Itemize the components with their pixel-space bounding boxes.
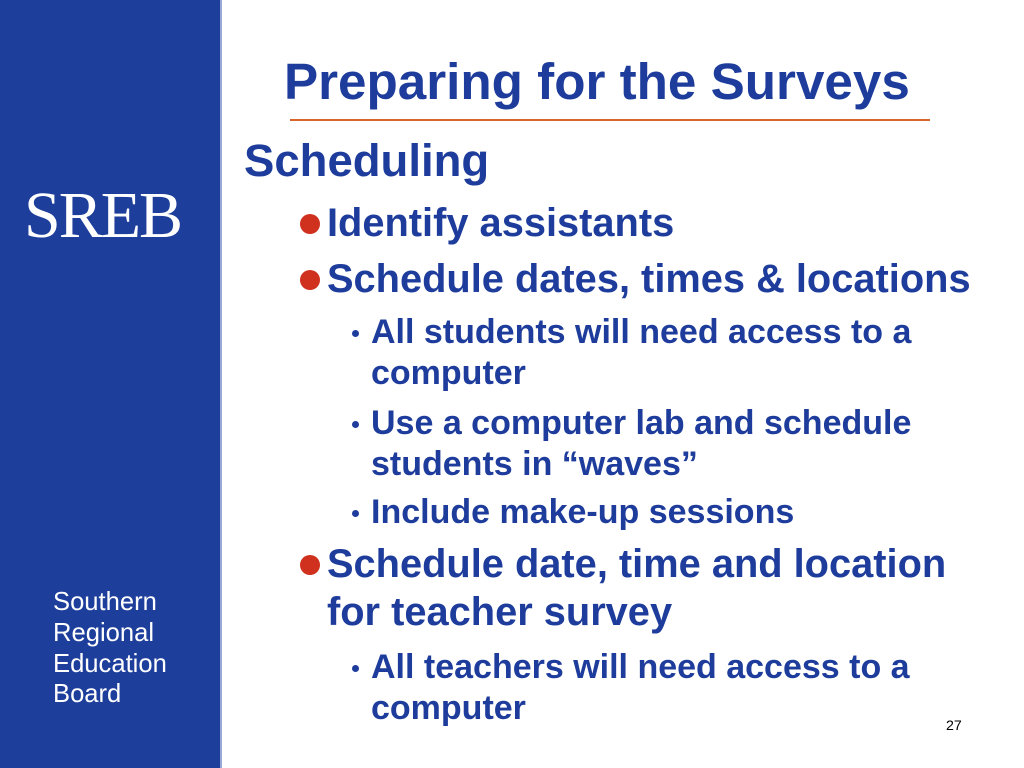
red-bullet-icon xyxy=(300,214,320,234)
bullet-item-text: Identify assistants xyxy=(327,201,675,245)
bullet-dot-icon xyxy=(352,665,359,672)
sidebar-panel xyxy=(0,0,222,768)
sub-bullet-item-text: All teachers will need access to a computer xyxy=(371,648,910,727)
organization-name-line: Southern xyxy=(53,588,157,616)
sub-bullet-item-text: Include make-up sessions xyxy=(371,493,795,531)
bullet-dot-icon xyxy=(352,510,359,517)
bullet-dot-icon xyxy=(352,421,359,428)
bullet-item-text: Schedule date, time and location for teacher survey xyxy=(327,542,947,634)
organization-name-line: Regional xyxy=(53,618,155,647)
bullet-item xyxy=(327,541,987,637)
page-number: 27 xyxy=(946,718,962,734)
organization-name xyxy=(53,587,167,710)
sreb-logo: SREB xyxy=(24,179,182,252)
bullet-dot-icon xyxy=(352,330,359,337)
bullet-item xyxy=(327,256,987,304)
sub-bullet-item-text: Use a computer lab and schedule students in “waves” xyxy=(371,404,912,483)
title-underline xyxy=(290,119,930,121)
sub-bullet-item xyxy=(371,492,941,533)
organization-name-line: Board xyxy=(53,680,122,709)
sub-bullet-item xyxy=(371,403,941,485)
organization-name-line: Education xyxy=(53,649,167,678)
bullet-item xyxy=(327,200,987,248)
sub-bullet-item xyxy=(371,647,941,729)
bullet-item-text: Schedule dates, times & locations xyxy=(327,257,971,301)
red-bullet-icon xyxy=(300,270,320,290)
slide-title: Preparing for the Surveys xyxy=(284,53,910,110)
section-heading: Scheduling xyxy=(244,135,490,186)
sub-bullet-item xyxy=(371,312,941,394)
sub-bullet-item-text: All students will need access to a computer xyxy=(371,313,912,392)
red-bullet-icon xyxy=(300,555,320,575)
